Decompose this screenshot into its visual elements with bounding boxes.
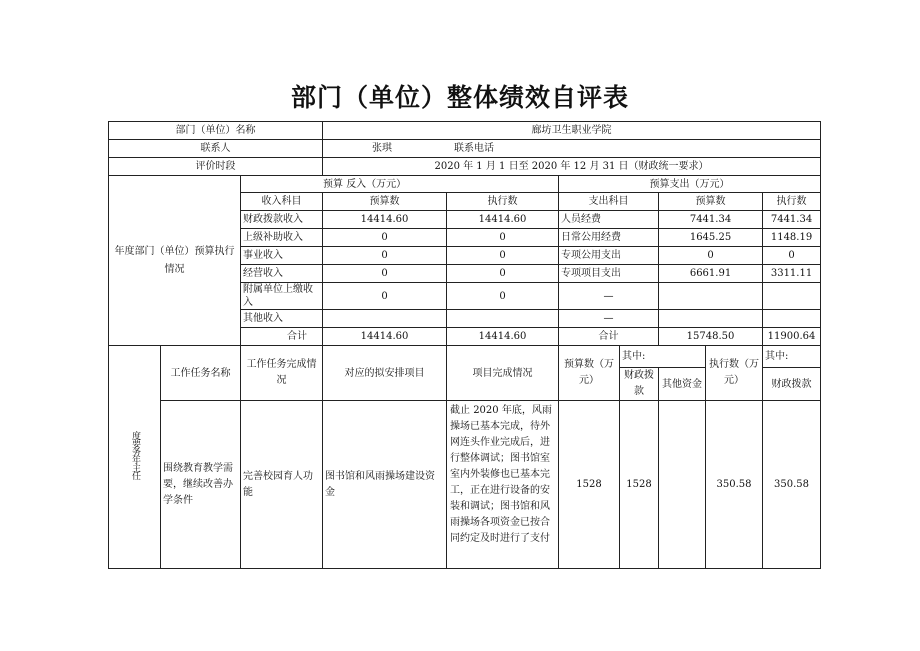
period-row — [109, 158, 821, 176]
expense-budget: 1645.25 — [659, 229, 763, 247]
expense-exec — [763, 283, 821, 310]
page-title: 部门（单位）整体绩效自评表 — [290, 83, 629, 112]
col-task-done: 工作任务完成情况 — [241, 346, 323, 401]
expense-item: 专项公用支出 — [559, 247, 659, 265]
col-proj-done: 项目完成情况 — [447, 346, 559, 401]
task-other — [659, 401, 706, 569]
expense-budget: 0 — [659, 247, 763, 265]
contact-label: 联系人 — [109, 140, 323, 158]
col-budget: 预算数（万元） — [559, 346, 620, 401]
col-plan-item: 对应的拟安排项目 — [323, 346, 447, 401]
income-budget: 0 — [323, 265, 447, 283]
expense-exec: 3311.11 — [763, 265, 821, 283]
evaluation-table — [108, 121, 821, 569]
expense-budget — [659, 283, 763, 310]
task-fiscal: 1528 — [620, 401, 659, 569]
expense-exec: 1148.19 — [763, 229, 821, 247]
income-header-b: 反入（万元） — [346, 178, 407, 190]
expense-total-label: 合计 — [559, 328, 659, 346]
expense-exec — [763, 310, 821, 328]
dept-label: 部门（单位）名称 — [109, 122, 323, 140]
income-budget: 0 — [323, 247, 447, 265]
income-exec: 14414.60 — [447, 211, 559, 229]
col-fiscal-2: 财政拨款 — [763, 368, 821, 401]
income-total-budget: 14414.60 — [323, 328, 447, 346]
income-budget: 0 — [323, 229, 447, 247]
task-exec: 350.58 — [706, 401, 763, 569]
budget-row-label: 年度部门（单位）预算执行情况 — [109, 176, 241, 346]
col-of-which-2: 其中: — [763, 346, 821, 368]
contact-cell — [323, 140, 821, 158]
expense-item: 专项项目支出 — [559, 265, 659, 283]
col-expense-item: 支出科目 — [559, 193, 659, 211]
expense-budget — [659, 310, 763, 328]
col-task-name: 工作任务名称 — [161, 346, 241, 401]
col-income-item: 收入科目 — [241, 193, 323, 211]
income-header-a: 预算 — [323, 178, 343, 190]
expense-header: 预算支出（万元） — [559, 176, 821, 193]
expense-item: — — [559, 283, 659, 310]
col-exec: 执行数（万元） — [706, 346, 763, 401]
expense-total-budget: 15748.50 — [659, 328, 763, 346]
task-done: 完善校园育人功能 — [241, 401, 323, 569]
income-exec — [447, 310, 559, 328]
income-item: 其他收入 — [241, 310, 323, 328]
period-value: 2020 年 1 月 1 日至 2020 年 12 月 31 日（财政统一要求） — [323, 158, 821, 176]
budget-header-row — [109, 176, 821, 193]
col-other: 其他资金 — [659, 368, 706, 401]
col-expense-budget: 预算数 — [659, 193, 763, 211]
dept-row — [109, 122, 821, 140]
task-side-label — [109, 346, 161, 569]
income-exec: 0 — [447, 247, 559, 265]
expense-item: 日常公用经费 — [559, 229, 659, 247]
expense-exec: 0 — [763, 247, 821, 265]
task-side-label-text: 度要务年主任 — [130, 431, 140, 479]
contact-value: 张琪 — [372, 143, 393, 154]
task-fiscal-2: 350.58 — [763, 401, 821, 569]
col-of-which: 其中: — [620, 346, 706, 368]
income-item: 经营收入 — [241, 265, 323, 283]
task-header-row-1 — [109, 346, 821, 368]
col-fiscal: 财政拨款 — [620, 368, 659, 401]
income-exec: 0 — [447, 265, 559, 283]
proj-done: 截止 2020 年底，风雨操场已基本完成，待外网连头作业完成后，进行整体调试；图书馆室室内外装修也已基本完工，正在进行设备的安装和调试；图书馆和风雨操场各项资金已按合同约定及时进行了支付 — [447, 401, 559, 569]
income-total-exec: 14414.60 — [447, 328, 559, 346]
plan-item: 图书馆和风雨操场建设资金 — [323, 401, 447, 569]
col-income-exec: 执行数 — [447, 193, 559, 211]
dept-value: 廊坊卫生职业学院 — [323, 122, 821, 140]
income-item: 财政拨款收入 — [241, 211, 323, 229]
period-label: 评价时段 — [109, 158, 323, 176]
task-row — [109, 401, 821, 569]
income-item: 附属单位上缴收入 — [241, 283, 323, 310]
task-name: 围绕教育教学需要，继续改善办学条件 — [161, 401, 241, 569]
income-item: 事业收入 — [241, 247, 323, 265]
phone-label: 联系电话 — [454, 143, 495, 154]
col-income-budget: 预算数 — [323, 193, 447, 211]
expense-exec: 7441.34 — [763, 211, 821, 229]
income-total-label: 合计 — [241, 328, 323, 346]
income-exec: 0 — [447, 229, 559, 247]
contact-row — [109, 140, 821, 158]
task-budget: 1528 — [559, 401, 620, 569]
expense-budget: 7441.34 — [659, 211, 763, 229]
income-budget — [323, 310, 447, 328]
income-header — [241, 176, 559, 193]
expense-item: — — [559, 310, 659, 328]
expense-total-exec: 11900.64 — [763, 328, 821, 346]
income-exec: 0 — [447, 283, 559, 310]
expense-budget: 6661.91 — [659, 265, 763, 283]
income-item: 上级补助收入 — [241, 229, 323, 247]
income-budget: 0 — [323, 283, 447, 310]
col-expense-exec: 执行数 — [763, 193, 821, 211]
income-budget: 14414.60 — [323, 211, 447, 229]
expense-item: 人员经费 — [559, 211, 659, 229]
